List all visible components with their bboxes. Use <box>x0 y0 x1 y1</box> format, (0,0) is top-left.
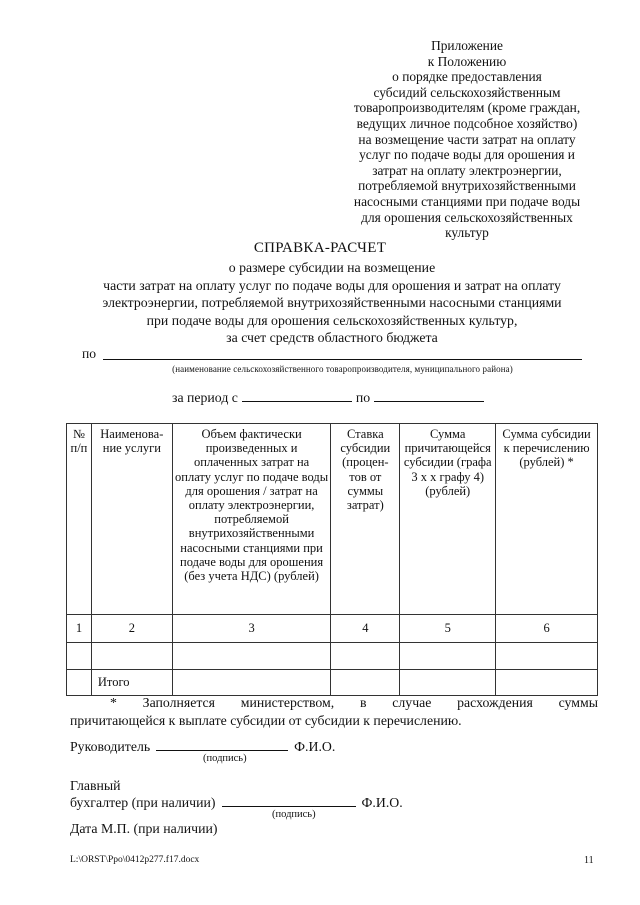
table-cell[interactable] <box>331 670 400 696</box>
document-subtitle <box>0 259 640 347</box>
appendix-line: Приложение <box>431 38 503 53</box>
appendix-line: о порядке предоставления <box>392 69 542 85</box>
table-cell[interactable] <box>400 643 496 670</box>
table-cell[interactable] <box>91 643 172 670</box>
appendix-line: на возмещение части затрат на оплату <box>358 131 576 147</box>
accountant-label: бухгалтер (при наличии) <box>70 795 216 810</box>
appendix-line: ведущих личное подсобное хозяйство) <box>356 115 578 131</box>
appendix-line: к Положению <box>427 53 507 69</box>
appendix-line: товаропроизводителям (кроме граждан, <box>353 100 581 116</box>
table-cell <box>67 670 92 696</box>
header-cell: № п/п <box>67 424 92 615</box>
appendix-heading <box>338 38 596 241</box>
accountant-label-line1: Главный <box>70 778 121 793</box>
table-cell[interactable] <box>496 670 598 696</box>
period-from-field[interactable] <box>242 389 352 402</box>
date-stamp-label: Дата М.П. (при наличии) <box>70 821 218 836</box>
column-number: 6 <box>496 615 598 643</box>
subtitle-line: при подаче воды для орошения сельскохозяйственных культур, <box>146 312 518 328</box>
appendix-line: насосными станциями при подаче воды <box>353 193 581 209</box>
table-cell[interactable] <box>172 643 331 670</box>
table-row <box>67 615 598 643</box>
accountant-signature-field[interactable] <box>222 794 356 807</box>
total-label: Итого <box>91 670 172 696</box>
footnote-line: * Заполняется министерством, в случае расхождения суммы <box>110 695 598 710</box>
table-cell[interactable] <box>67 643 92 670</box>
recipient-field[interactable] <box>103 359 582 360</box>
head-signature-field[interactable] <box>156 738 288 751</box>
table-total-row <box>67 670 598 696</box>
file-path: L:\ORST\Ppo\0412p277.f17.docx <box>70 855 200 865</box>
period-from-label: за период с <box>172 390 238 405</box>
appendix-line: потребляемой внутрихозяйственными <box>358 178 576 194</box>
appendix-line: для орошения сельскохозяйственных <box>361 209 573 225</box>
recipient-caption: (наименование сельскохозяйственного товаропроизводителя, муниципального района) <box>172 364 513 374</box>
appendix-line: услуг по подаче воды для орошения и <box>359 147 575 163</box>
table-cell[interactable] <box>331 643 400 670</box>
header-cell: Сумма субсидии к перечислению (рублей) * <box>496 424 598 615</box>
accountant-signature-caption: (подпись) <box>272 809 316 820</box>
footnote-line: причитающейся к выплате субсидии от субсидии к перечислению. <box>70 712 462 728</box>
calculation-table <box>66 423 598 696</box>
period-row <box>172 389 488 406</box>
head-signature-caption: (подпись) <box>203 753 247 764</box>
header-cell: Наименова-ние услуги <box>91 424 172 615</box>
column-number: 2 <box>91 615 172 643</box>
accountant-name: Ф.И.О. <box>361 795 403 810</box>
table-cell[interactable] <box>496 643 598 670</box>
subtitle-line: за счет средств областного бюджета <box>226 330 438 345</box>
header-cell: Объем фактически произведенных и оплаченных затрат на оплату услуг по подаче воды для орошения / затрат на оплату электроэнергии, потребляемой внутрихозяйственными насосными станциями при подаче воды для орошения (без учета НДС) (рублей) <box>172 424 331 615</box>
period-to-field[interactable] <box>374 389 484 402</box>
column-number: 5 <box>400 615 496 643</box>
table-row <box>67 643 598 670</box>
head-name: Ф.И.О. <box>294 739 336 754</box>
header-cell: Сумма причитающейся субсидии (графа 3 х х графу 4) (рублей) <box>400 424 496 615</box>
appendix-line: субсидий сельскохозяйственным <box>373 84 561 100</box>
head-label: Руководитель <box>70 739 151 754</box>
period-to-label: по <box>355 390 371 405</box>
column-number: 1 <box>67 615 92 643</box>
footnote <box>70 694 598 729</box>
table-cell[interactable] <box>400 670 496 696</box>
table-header-row <box>67 424 598 615</box>
subtitle-line: о размере субсидии на возмещение <box>228 260 436 275</box>
table-cell[interactable] <box>172 670 331 696</box>
appendix-line: культур <box>445 225 489 241</box>
recipient-label: по <box>82 346 97 361</box>
appendix-line: затрат на оплату электроэнергии, <box>372 162 562 178</box>
subtitle-line: электроэнергии, потребляемой внутрихозяйственными насосными станциями <box>102 295 562 310</box>
subtitle-line: части затрат на оплату услуг по подаче воды для орошения и затрат на оплату <box>103 277 561 293</box>
column-number: 3 <box>172 615 331 643</box>
header-cell: Ставка субсидии (процен-тов от суммы затрат) <box>331 424 400 615</box>
page-number: 11 <box>584 855 594 866</box>
accountant-signature-row <box>70 794 403 811</box>
column-number: 4 <box>331 615 400 643</box>
document-title: СПРАВКА-РАСЧЕТ <box>253 240 387 256</box>
